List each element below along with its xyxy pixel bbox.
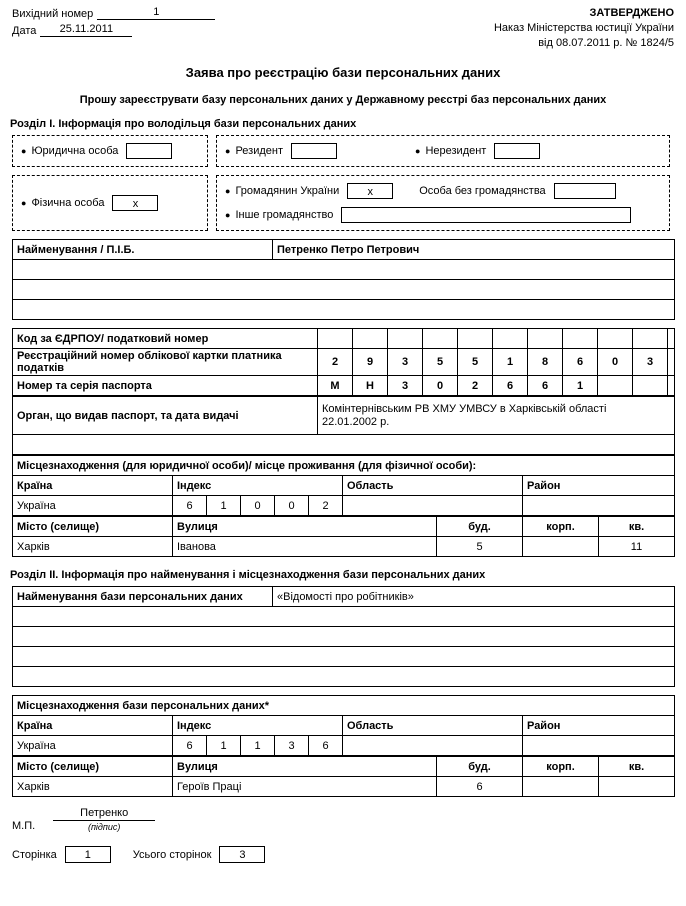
table-row [13,757,675,777]
bullet-icon: ● [225,185,231,196]
signature-field[interactable] [53,807,155,832]
citizenship-box [216,175,670,231]
date-row [12,23,215,37]
person-type-row-2 [12,175,674,231]
index-header: Індекс [173,476,343,496]
passport-char[interactable]: 3 [388,376,423,396]
nonresident-checkbox[interactable] [494,143,540,159]
district-header: Район [523,716,675,736]
section-1-title: Розділ I. Інформація про володільця бази персональних даних [10,118,357,130]
total-pages-value[interactable]: 3 [219,846,265,863]
index-digit[interactable]: 0 [275,496,309,516]
db-name-blank-4[interactable] [13,667,675,687]
country-value[interactable]: Україна [13,736,173,756]
passport-label-cell: Номер та серія паспорта [13,376,318,396]
index-digit[interactable]: 6 [309,736,343,756]
table-row [13,456,675,476]
nonresident-label: Нерезидент [425,145,487,157]
residency-box [216,135,670,167]
district-value[interactable] [523,736,675,756]
name-blank-1[interactable] [13,260,675,280]
table-row [13,716,675,736]
table-row [13,476,675,496]
passport-char[interactable]: 1 [563,376,598,396]
section-2-title: Розділ II. Інформація про найменування і місцезнаходження бази персональних даних [10,569,486,581]
block-value[interactable] [523,777,599,797]
edrpou-label-cell: Код за ЄДРПОУ/ податковий номер [13,329,318,349]
database-name-table [12,586,675,687]
passport-issuer-value-cell[interactable] [318,397,675,435]
table-row [13,260,675,280]
edrpou-digit[interactable] [493,329,528,349]
outgoing-number-value[interactable]: 1 [97,6,215,20]
total-pages-label: Усього сторінок [132,848,212,861]
db-name-value-cell[interactable]: «Відомості про робітників» [273,587,675,607]
table-row [13,667,675,687]
taxid-digit[interactable]: 9 [353,349,388,376]
db-name-blank-3[interactable] [13,647,675,667]
edrpou-digit[interactable] [353,329,388,349]
outgoing-number-row [12,6,215,20]
db-name-blank-1[interactable] [13,607,675,627]
passport-issuer-label-cell: Орган, що видав паспорт, та дата видачі [13,397,318,435]
bullet-icon: ● [225,209,231,220]
region-header: Область [343,716,523,736]
table-row [13,647,675,667]
street-header: Вулиця [173,517,437,537]
db-name-blank-2[interactable] [13,627,675,647]
nonresident-item [415,143,540,159]
table-row [13,696,675,716]
edrpou-digit[interactable] [423,329,458,349]
city-value[interactable]: Харків [13,537,173,557]
database-address-table [12,695,675,756]
table-row [13,349,675,376]
index-digit[interactable]: 0 [241,496,275,516]
page-number-value[interactable]: 1 [65,846,111,863]
edrpou-digit[interactable] [458,329,493,349]
index-digit[interactable]: 6 [173,496,207,516]
stateless-item [419,183,615,199]
taxid-digit[interactable]: 2 [318,349,353,376]
date-label: Дата [12,25,37,37]
database-street-table [12,756,675,797]
passport-issuer-blank[interactable] [13,435,675,455]
legal-person-label: Юридична особа [31,145,119,157]
table-row [13,435,675,455]
citizen-ua-item [225,183,393,199]
date-value[interactable]: 25.11.2011 [40,23,132,37]
passport-char[interactable]: 6 [493,376,528,396]
approval-block [494,6,674,51]
table-row [13,627,675,647]
other-citizenship-field[interactable] [341,207,631,223]
page-title: Заява про реєстрацію бази персональних даних [185,65,501,80]
street-value[interactable]: Іванова [173,537,437,557]
country-header: Країна [13,476,173,496]
applicant-name-table [12,239,675,320]
index-digit[interactable]: 1 [241,736,275,756]
table-row [13,376,675,396]
edrpou-digit[interactable] [598,329,633,349]
approved-label: ЗАТВЕРДЖЕНО [589,7,674,19]
outgoing-number-label: Вихідний номер [12,8,94,20]
passport-char[interactable]: М [318,376,353,396]
stateless-checkbox[interactable] [554,183,616,199]
block-header: корп. [523,517,599,537]
index-digit[interactable]: 1 [207,736,241,756]
legal-person-item [21,143,172,159]
taxid-digit[interactable]: 8 [528,349,563,376]
signature-caption: (підпис) [87,822,121,832]
index-digit[interactable]: 6 [173,736,207,756]
apartment-value[interactable]: 11 [599,537,675,557]
index-header: Індекс [173,716,343,736]
building-value[interactable]: 6 [437,777,523,797]
passport-issuer-line-2: 22.01.2002 р. [322,415,390,428]
edrpou-digit[interactable] [563,329,598,349]
natural-person-item [21,195,158,211]
region-header: Область [343,476,523,496]
district-value[interactable] [523,496,675,516]
apartment-value[interactable] [599,777,675,797]
name-label-cell: Найменування / П.І.Б. [13,240,273,260]
region-value[interactable] [343,496,523,516]
spacer [633,376,668,396]
spacer [668,349,675,376]
table-row [13,240,675,260]
passport-char[interactable]: 0 [423,376,458,396]
block-value[interactable] [523,537,599,557]
resident-label: Резидент [235,145,284,157]
passport-char[interactable]: 6 [528,376,563,396]
bullet-icon: ● [21,145,27,156]
spacer [668,329,675,349]
index-digit[interactable]: 2 [309,496,343,516]
page-subtitle: Прошу зареєструвати базу персональних даних у Державному реєстрі баз персональних даних [79,94,607,106]
signature-value[interactable]: Петренко [53,807,155,821]
country-header: Країна [13,716,173,736]
taxid-digit[interactable]: 6 [563,349,598,376]
address-section-title: Місцезнаходження (для юридичної особи)/ місце проживання (для фізичної особи): [13,456,675,476]
other-citizenship-item [225,207,631,223]
edrpou-digit[interactable] [528,329,563,349]
taxid-digit[interactable]: 5 [458,349,493,376]
index-digit[interactable]: 1 [207,496,241,516]
table-row [13,496,675,516]
street-value[interactable]: Героїв Праці [173,777,437,797]
taxid-label-cell: Реєстраційний номер облікової картки платника податків [13,349,318,376]
apartment-header: кв. [599,517,675,537]
db-address-section-title: Місцезнаходження бази персональних даних* [13,696,675,716]
stateless-label: Особа без громадянства [419,185,546,197]
passport-char[interactable]: 2 [458,376,493,396]
edrpou-digit[interactable] [388,329,423,349]
table-row [13,607,675,627]
city-header: Місто (селище) [13,517,173,537]
table-row [13,280,675,300]
table-row [13,736,675,756]
edrpou-digit[interactable] [318,329,353,349]
applicant-street-table [12,516,675,557]
identification-table [12,328,675,396]
table-row [13,537,675,557]
approved-order-line2: від 08.07.2011 р. № 1824/5 [538,37,674,49]
table-row [13,777,675,797]
table-row [13,397,675,435]
building-value[interactable]: 5 [437,537,523,557]
edrpou-digit[interactable] [633,329,668,349]
index-digit[interactable]: 3 [275,736,309,756]
page-number-label: Сторінка [12,848,57,861]
natural-person-checkbox[interactable]: x [112,195,158,211]
resident-item [225,143,337,159]
citizen-ua-checkbox[interactable]: x [347,183,393,199]
document-header [0,0,686,51]
taxid-digit[interactable]: 1 [493,349,528,376]
table-row [13,300,675,320]
citizenship-row-2 [225,207,661,223]
building-header: буд. [437,757,523,777]
db-name-label-cell: Найменування бази персональних даних [13,587,273,607]
building-header: буд. [437,517,523,537]
taxid-digit[interactable]: 5 [423,349,458,376]
applicant-address-table [12,455,675,516]
citizen-ua-label: Громадянин України [235,185,340,197]
taxid-digit[interactable]: 0 [598,349,633,376]
citizenship-row-1 [225,183,661,199]
region-value[interactable] [343,736,523,756]
taxid-digit[interactable]: 3 [633,349,668,376]
spacer [598,376,633,396]
bullet-icon: ● [415,145,421,156]
street-header: Вулиця [173,757,437,777]
approved-order-line1: Наказ Міністерства юстиції України [493,22,674,34]
name-blank-3[interactable] [13,300,675,320]
bullet-icon: ● [225,145,231,156]
resident-checkbox[interactable] [291,143,337,159]
spacer [668,376,675,396]
name-value-cell[interactable]: Петренко Петро Петрович [273,240,675,260]
apartment-header: кв. [599,757,675,777]
passport-issuer-line-1: Комінтернівським РВ ХМУ УМВСУ в Харківській області [322,402,607,415]
name-blank-2[interactable] [13,280,675,300]
natural-person-label: Фізична особа [31,197,105,209]
stamp-label: М.П. [12,820,36,832]
country-value[interactable]: Україна [13,496,173,516]
table-row [13,329,675,349]
legal-person-checkbox[interactable] [126,143,172,159]
city-header: Місто (селище) [13,757,173,777]
header-left-block [12,6,215,40]
table-row [13,587,675,607]
district-header: Район [523,476,675,496]
other-citizenship-label: Інше громадянство [235,209,334,221]
passport-char[interactable]: Н [353,376,388,396]
passport-issuer-table [12,396,675,455]
person-type-row-1 [12,135,674,167]
natural-person-box [12,175,208,231]
page-footer [12,846,674,863]
city-value[interactable]: Харків [13,777,173,797]
taxid-digit[interactable]: 3 [388,349,423,376]
table-row [13,517,675,537]
bullet-icon: ● [21,197,27,208]
block-header: корп. [523,757,599,777]
legal-person-box [12,135,208,167]
signature-block [12,807,674,832]
